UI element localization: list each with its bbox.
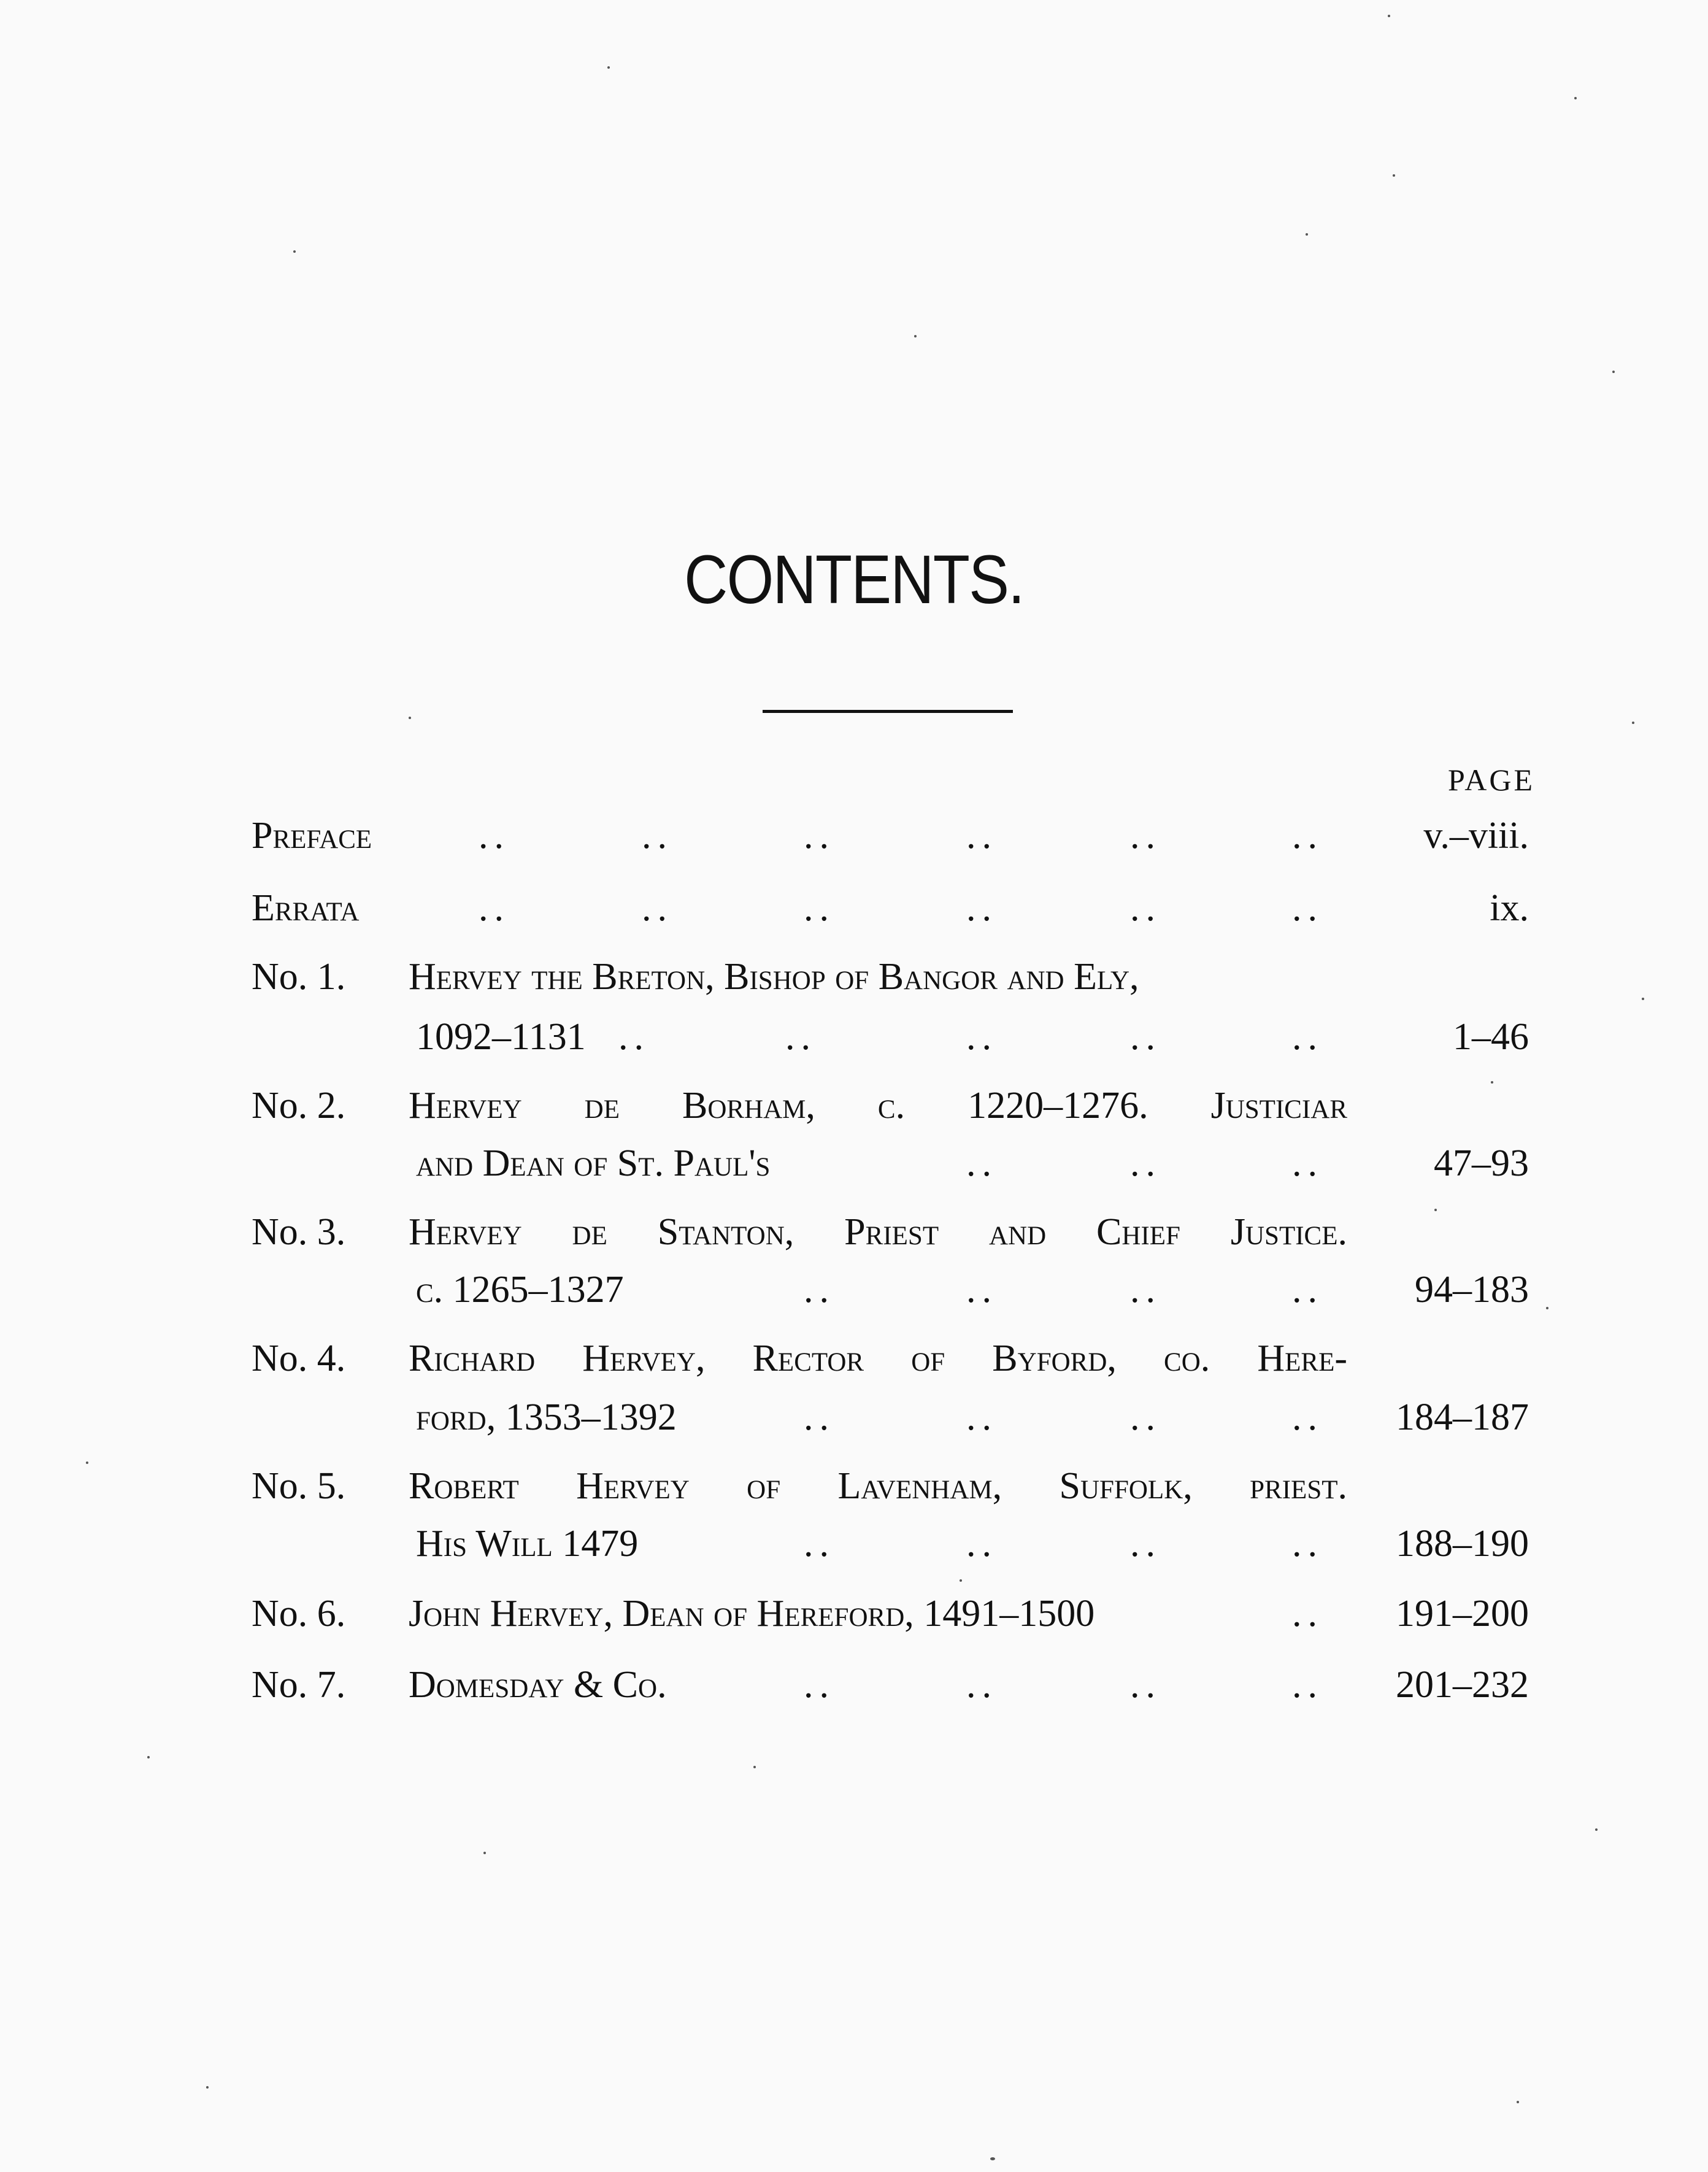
toc-page: 191–200 — [1396, 1593, 1529, 1635]
toc-entry-2[interactable] — [0, 1081, 1708, 1130]
entry-title-line: Richard Hervey, Rector of Byford, co. Here- — [409, 1338, 1347, 1379]
toc-entry-1-continued[interactable] — [0, 1012, 1708, 1061]
entry-title-line: Hervey de Stanton, Priest and Chief Justice. — [409, 1211, 1347, 1253]
toc-entry-4-continued[interactable] — [0, 1393, 1708, 1442]
scan-speck — [914, 335, 917, 337]
toc-page: 184–187 — [1396, 1396, 1529, 1438]
entry-number: No. 2. — [252, 1085, 346, 1126]
toc-page: 188–190 — [1396, 1523, 1529, 1565]
toc-entry-3-continued[interactable] — [0, 1265, 1708, 1314]
leader-dots: .. — [966, 1269, 998, 1311]
scan-speck — [1546, 1307, 1548, 1309]
leader-dots: .. — [1292, 1142, 1323, 1184]
leader-dots: .. — [1292, 1269, 1323, 1311]
scan-speck — [1632, 722, 1634, 724]
toc-page: 94–183 — [1415, 1269, 1529, 1311]
leader-dots: .. — [1130, 1396, 1161, 1438]
scan-speck — [1388, 15, 1390, 17]
leader-dots: .. — [1292, 1016, 1323, 1058]
entry-title-line: ford, 1353–1392 — [416, 1396, 677, 1438]
leader-dots: .. — [966, 1142, 998, 1184]
leader-dots: .. — [966, 1016, 998, 1058]
scan-speck — [293, 250, 296, 253]
leader-dots: .. — [479, 887, 510, 929]
leader-dots: .. — [1130, 1016, 1161, 1058]
entry-title-line: Hervey the Breton, Bishop of Bangor and Ely, — [409, 956, 1139, 998]
entry-title-line: c. 1265–1327 — [416, 1269, 624, 1311]
leader-dots: .. — [642, 815, 673, 857]
entry-number: No. 6. — [252, 1593, 346, 1635]
toc-page: 1–46 — [1453, 1016, 1529, 1058]
toc-entry-7[interactable] — [0, 1660, 1708, 1709]
leader-dots: .. — [1292, 815, 1323, 857]
toc-entry-1[interactable] — [0, 952, 1708, 1001]
scan-speck — [206, 2086, 209, 2089]
scan-speck — [753, 1766, 756, 1768]
scan-speck — [1306, 233, 1308, 236]
title-rule — [763, 710, 1013, 713]
entry-number: No. 5. — [252, 1465, 346, 1507]
entry-title-line: John Hervey, Dean of Hereford, 1491–1500 — [409, 1593, 1095, 1635]
entry-title-line: 1092–1131 — [416, 1016, 586, 1058]
leader-dots: .. — [966, 815, 998, 857]
toc-page: 47–93 — [1434, 1142, 1529, 1184]
leader-dots: .. — [804, 1664, 835, 1706]
entry-number: No. 1. — [252, 956, 346, 998]
toc-label: Preface — [252, 815, 372, 857]
scan-speck — [990, 2157, 995, 2160]
toc-entry-preface[interactable] — [0, 811, 1708, 860]
leader-dots: .. — [966, 1523, 998, 1565]
toc-page: 201–232 — [1396, 1664, 1529, 1706]
scan-speck — [1612, 371, 1615, 373]
toc-entry-6[interactable] — [0, 1589, 1708, 1638]
scan-speck — [1574, 97, 1577, 99]
scan-speck — [409, 717, 411, 719]
entry-title-line: Domesday & Co. — [409, 1664, 667, 1706]
page-column-header: PAGE — [1448, 763, 1535, 797]
leader-dots: .. — [1130, 887, 1161, 929]
leader-dots: .. — [1130, 1142, 1161, 1184]
entry-title-line: and Dean of St. Paul's — [416, 1142, 771, 1184]
leader-dots: .. — [1292, 1593, 1323, 1635]
leader-dots: .. — [1130, 1523, 1161, 1565]
leader-dots: .. — [785, 1016, 817, 1058]
leader-dots: .. — [966, 1396, 998, 1438]
toc-entry-3[interactable] — [0, 1207, 1708, 1257]
leader-dots: .. — [1130, 815, 1161, 857]
entry-title-line: His Will 1479 — [416, 1523, 639, 1565]
leader-dots: .. — [804, 1269, 835, 1311]
contents-title: CONTENTS. — [684, 541, 1024, 618]
leader-dots: .. — [804, 1523, 835, 1565]
leader-dots: .. — [966, 1664, 998, 1706]
leader-dots: .. — [1130, 1269, 1161, 1311]
leader-dots: .. — [1130, 1664, 1161, 1706]
toc-label: Errata — [252, 887, 360, 929]
leader-dots: .. — [1292, 887, 1323, 929]
entry-title-line: Hervey de Borham, c. 1220–1276. Justiciar — [409, 1085, 1347, 1126]
entry-number: No. 7. — [252, 1664, 346, 1706]
leader-dots: .. — [1292, 1664, 1323, 1706]
leader-dots: .. — [1292, 1523, 1323, 1565]
leader-dots: .. — [804, 815, 835, 857]
toc-page: ix. — [1490, 887, 1529, 929]
scan-speck — [147, 1756, 150, 1758]
scan-speck — [1491, 1081, 1493, 1084]
scan-speck — [86, 1461, 88, 1464]
leader-dots: .. — [804, 1396, 835, 1438]
leader-dots: .. — [618, 1016, 650, 1058]
toc-entry-5[interactable] — [0, 1461, 1708, 1511]
leader-dots: .. — [479, 815, 510, 857]
toc-page: v.–viii. — [1423, 815, 1529, 857]
entry-title-line: Robert Hervey of Lavenham, Suffolk, priest. — [409, 1465, 1347, 1507]
scan-speck — [1393, 174, 1395, 177]
entry-number: No. 4. — [252, 1338, 346, 1379]
scan-speck — [1595, 1828, 1598, 1831]
scan-speck — [607, 66, 610, 69]
leader-dots: .. — [642, 887, 673, 929]
scan-speck — [960, 1579, 962, 1582]
scan-speck — [1517, 2101, 1519, 2103]
scan-speck — [483, 1852, 486, 1854]
scan-speck — [1642, 998, 1644, 1000]
toc-entry-2-continued[interactable] — [0, 1139, 1708, 1188]
leader-dots: .. — [1292, 1396, 1323, 1438]
toc-entry-5-continued[interactable] — [0, 1519, 1708, 1568]
leader-dots: .. — [966, 887, 998, 929]
toc-entry-4[interactable] — [0, 1334, 1708, 1383]
toc-entry-errata[interactable] — [0, 884, 1708, 933]
leader-dots: .. — [804, 887, 835, 929]
scan-speck — [1434, 1209, 1437, 1211]
entry-number: No. 3. — [252, 1211, 346, 1253]
